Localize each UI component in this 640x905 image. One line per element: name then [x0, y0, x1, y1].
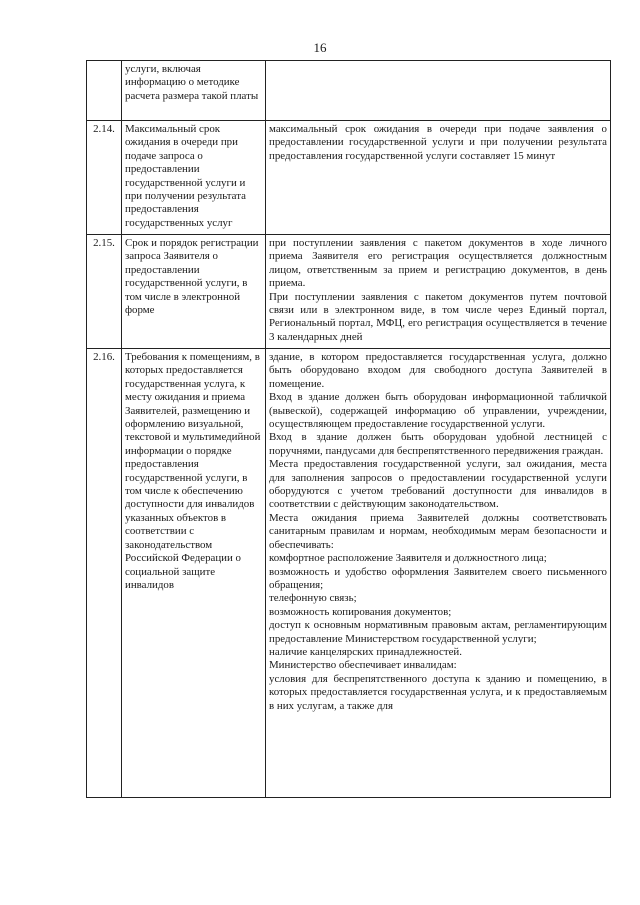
table-row — [87, 121, 611, 235]
row-label: Срок и порядок регистрации запроса Заявителя о предоставлении государственной услуги, в том числе в электронной форме — [122, 235, 266, 349]
paragraph: телефонную связь; — [269, 592, 357, 605]
paragraph: здание, в котором предоставляется государственная услуга, должно быть оборудовано входом для свободного доступа Заявителей в помещение. — [269, 351, 607, 390]
table-row — [87, 349, 611, 798]
row-number: 2.15. — [87, 235, 122, 349]
paragraph: максимальный срок ожидания в очереди при подаче заявления о предоставлении государственной услуги и при получении результата предоставления государственной услуги составляет 15 минут — [269, 123, 607, 162]
paragraph: возможность копирования документов; — [269, 605, 452, 618]
paragraph: наличие канцелярских принадлежностей. — [269, 645, 462, 658]
row-description — [266, 61, 611, 121]
paragraph: При поступлении заявления с пакетом документов путем почтовой связи или в электронном виде, в том числе через Единый портал, Региональный портал, МФЦ, его регистрация осуществляется в течение 3 календарных дней — [269, 290, 607, 343]
paragraph: комфортное расположение Заявителя и должностного лица; — [269, 552, 547, 565]
paragraph: доступ к основным нормативным правовым актам, регламентирующим предоставление Министерством государственной услуги; — [269, 619, 607, 645]
row-number — [87, 61, 122, 121]
row-label: услуги, включая информацию о методике расчета размера такой платы — [122, 61, 266, 121]
paragraph: условия для беспрепятственного доступа к зданию и помещению, в которых предоставляется государственная услуга, и к предоставляемым в них услугам, а также для — [269, 672, 607, 712]
paragraph: Министерство обеспечивает инвалидам: — [269, 659, 457, 672]
row-description — [266, 349, 611, 798]
page-number: 16 — [313, 40, 327, 55]
table-row — [87, 61, 611, 121]
row-description — [266, 121, 611, 235]
row-label: Требования к помещениям, в которых предоставляется государственная услуга, к месту ожидания и приема Заявителей, размещению и оформлению визуальной, текстовой и мультимедийной информации о порядке предоставления государственной услуги, в том числе к обеспечению доступности для инвалидов указанных объектов в соответствии с законодательством Российской Федерации о социальной защите инвалидов — [122, 349, 266, 798]
paragraph: Места ожидания приема Заявителей должны соответствовать санитарным правилам и нормам, необходимым мерам безопасности и обеспечивать: — [269, 511, 607, 551]
paragraph: Вход в здание должен быть оборудован удобной лестницей с поручнями, пандусами для беспрепятственного передвижения граждан. — [269, 431, 607, 457]
table-row — [87, 235, 611, 349]
row-description — [266, 235, 611, 349]
regulation-table — [86, 60, 611, 798]
paragraph: Вход в здание должен быть оборудован информационной табличкой (вывеской), содержащей информацию об управлении, учреждении, осуществляющем предоставление государственной услуги. — [269, 391, 607, 431]
paragraph: Места предоставления государственной услуги, зал ожидания, места для заполнения запросов о предоставлении государственной услуги оборудуются с учетом требований доступности для инвалидов в соответствии с действующим законодательством. — [269, 458, 607, 511]
paragraph: при поступлении заявления с пакетом документов в ходе личного приема Заявителя его регистрация осуществляется должностным лицом, ответственным за прием и регистрацию документов, в день приема. — [269, 237, 607, 290]
row-label: Максимальный срок ожидания в очереди при подаче запроса о предоставлении государственной услуги и при получении результата предоставления государственных услуг — [122, 121, 266, 235]
paragraph: возможность и удобство оформления Заявителем своего письменного обращения; — [269, 565, 607, 591]
row-number: 2.16. — [87, 349, 122, 798]
row-number: 2.14. — [87, 121, 122, 235]
